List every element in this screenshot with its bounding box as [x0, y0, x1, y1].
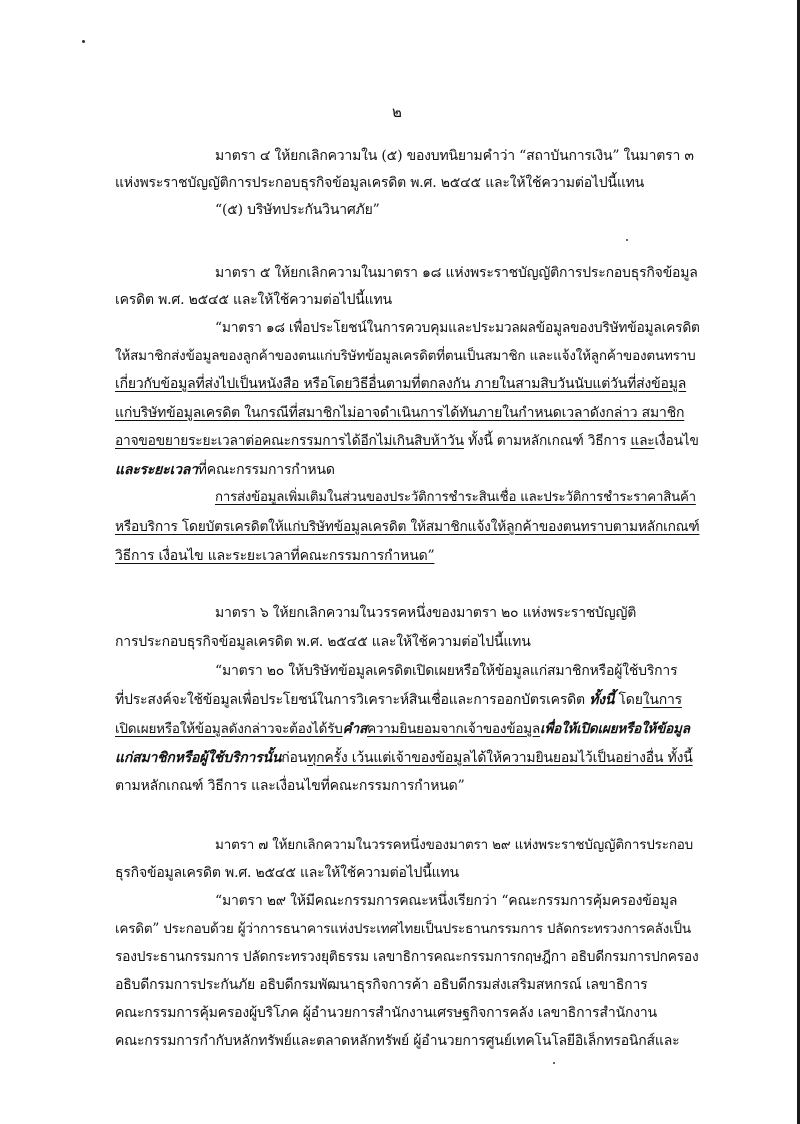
section5-line5-amended: เป็นหนังสือ หรือโดยวิธีอื่นตามที่ตกลงกัน ภายในสามสิบวันนับแต่วันที่ส่งข้อมูล: [235, 376, 687, 392]
section5-line6: แก่บริษัทข้อมูลเครดิต ในกรณีที่สมาชิกไม่อาจดำเนินการได้ทันภายในกำหนดเวลาดังกล่าว สมาชิก: [115, 405, 685, 421]
section7-line6: อธิบดีกรมการประกันภัย อธิบดีกรมพัฒนาธุรกิจการค้า อธิบดีกรมส่งเสริมสหกรณ์ เลขาธิการ: [115, 977, 648, 993]
section6-line7: ตามหลักเกณฑ์ วิธีการ และเงื่อนไขที่คณะกรรมการกำหนด”: [115, 778, 465, 794]
section6-line6-struck: แก่สมาชิกหรือผู้ใช้บริการนั้น: [115, 750, 282, 766]
section5-line1: มาตรา ๕ ให้ยกเลิกความในมาตรา ๑๘ แห่งพระราชบัญญัติการประกอบธุรกิจข้อมูล: [215, 265, 698, 281]
section5-line7: [115, 431, 699, 451]
section5-line5-start: เกี่ยวกับข้อมูลที่ส่งไป: [115, 376, 236, 392]
section6-line4-emph: ทั้งนี้: [589, 692, 615, 708]
section5-line5: [115, 374, 686, 394]
section7-line1: มาตรา ๗ ให้ยกเลิกความในวรรคหนึ่งของมาตรา ๒๙ แห่งพระราชบัญญัติการประกอบ: [215, 837, 694, 853]
page-number: ๒: [392, 103, 402, 121]
section6-line4-plain: ที่ประสงค์จะใช้ข้อมูลเพื่อประโยชน์ในการวิเคราะห์สินเชื่อและการออกบัตรเครดิต: [115, 692, 590, 708]
section7-line2: ธุรกิจข้อมูลเครดิต พ.ศ. ๒๕๔๕ และให้ใช้ความต่อไปนี้แทน: [115, 865, 459, 881]
section7-line3: “มาตรา ๒๙ ให้มีคณะกรรมการคณะหนึ่งเรียกว่า “คณะกรรมการคุ้มครองข้อมูล: [215, 893, 678, 909]
section6-line3: “มาตรา ๒๐ ให้บริษัทข้อมูลเครดิตเปิดเผยหรือให้ข้อมูลแก่สมาชิกหรือผู้ใช้บริการ: [215, 663, 678, 679]
section5-line4: ให้สมาชิกส่งข้อมูลของลูกค้าของตนแก่บริษัทข้อมูลเครดิตที่ตนเป็นสมาชิก และแจ้งให้ลูกค้าของตนทราบ: [115, 348, 696, 364]
section7-line7: คณะกรรมการคุ้มครองผู้บริโภค ผู้อำนวยการสำนักงานเศรษฐกิจการคลัง เลขาธิการสำนักงาน: [115, 1005, 657, 1021]
section6-line6-amended: ทุกครั้ง เว้นแต่เจ้าของข้อมูลได้ให้ความยินยอมไว้เป็นอย่างอื่น ทั้งนี้: [307, 750, 693, 766]
section6-line5-struck2: เพื่อให้เปิดเผยหรือให้ข้อมูล: [540, 721, 690, 737]
section6-line4-amended: ในการ: [642, 692, 682, 708]
section6-line4-by: โดย: [614, 692, 643, 708]
section5-line10: หรือบริการ โดยบัตรเครดิตให้แก่บริษัทข้อมูลเครดิต ให้สมาชิกแจ้งให้ลูกค้าของตนทราบตามหลักเกณฑ์: [115, 519, 700, 535]
section7-line8: คณะกรรมการกำกับหลักทรัพย์และตลาดหลักทรัพย์ ผู้อำนวยการศูนย์เทคโนโลยีอิเล็กทรอนิกส์และ: [115, 1033, 680, 1049]
section6-line4: [115, 690, 682, 710]
section5-line7-plain: ทั้งนี้ ตามหลักเกณฑ์ วิธีการ: [463, 433, 631, 449]
section4-line1: มาตรา ๔ ให้ยกเลิกความใน (๕) ของบทนิยามคำว่า “สถาบันการเงิน” ในมาตรา ๓: [215, 148, 694, 164]
section5-line7-and: และ: [630, 433, 655, 449]
section6-line5: [115, 719, 690, 739]
section5-line8: [115, 460, 335, 480]
section6-line5-consent: ความยินยอมจากเจ้าของข้อมูล: [367, 721, 541, 737]
scan-speck: [82, 40, 85, 43]
section5-line8-plain: ที่คณะกรรมการกำหนด: [197, 462, 335, 478]
section6-line5-amended: เปิดเผยหรือให้ข้อมูลดังกล่าวจะต้องได้รับ: [115, 721, 343, 737]
scan-speck: [553, 1062, 555, 1064]
section6-line6-before: ก่อน: [281, 750, 308, 766]
section6-line1: มาตรา ๖ ให้ยกเลิกความในวรรคหนึ่งของมาตรา ๒๐ แห่งพระราชบัญญัติ: [215, 605, 637, 621]
section5-line9: การส่งข้อมูลเพิ่มเติมในส่วนของประวัติการชำระสินเชื่อ และประวัติการชำระราคาสินค้า: [215, 490, 696, 505]
section4-line3: “(๕) บริษัทประกันวินาศภัย”: [215, 202, 380, 218]
section5-line8-struck: และระยะเวลา: [115, 462, 198, 478]
scan-speck: [626, 239, 628, 241]
section5-line11: วิธีการ เงื่อนไข และระยะเวลาที่คณะกรรมการกำหนด”: [115, 548, 435, 564]
section4-line2: แห่งพระราชบัญญัติการประกอบธุรกิจข้อมูลเครดิต พ.ศ. ๒๕๔๕ และให้ใช้ความต่อไปนี้แทน: [115, 175, 645, 191]
section5-line7-amended: อาจขอขยายระยะเวลาต่อคณะกรรมการได้อีกไม่เกินสิบห้าวัน: [115, 433, 464, 449]
section5-line2: เครดิต พ.ศ. ๒๕๔๕ และให้ใช้ความต่อไปนี้แทน: [115, 292, 392, 308]
section6-line2: การประกอบธุรกิจข้อมูลเครดิต พ.ศ. ๒๕๔๕ และให้ใช้ความต่อไปนี้แทน: [115, 634, 531, 650]
section7-line4: เครดิต” ประกอบด้วย ผู้ว่าการธนาคารแห่งประเทศไทยเป็นประธานกรรมการ ปลัดกระทรวงการคลังเป็น: [115, 921, 691, 937]
section6-line6: [115, 748, 693, 768]
section6-line5-struck1: คำส: [342, 721, 368, 737]
section5-line7-conditions: เงื่อนไข: [654, 433, 699, 449]
section7-line5: รองประธานกรรมการ ปลัดกระทรวงยุติธรรม เลขาธิการคณะกรรมการกฤษฎีกา อธิบดีกรมการปกครอง: [115, 949, 699, 965]
section5-line3: “มาตรา ๑๘ เพื่อประโยชน์ในการควบคุมและประมวลผลข้อมูลของบริษัทข้อมูลเครดิต: [215, 320, 700, 336]
